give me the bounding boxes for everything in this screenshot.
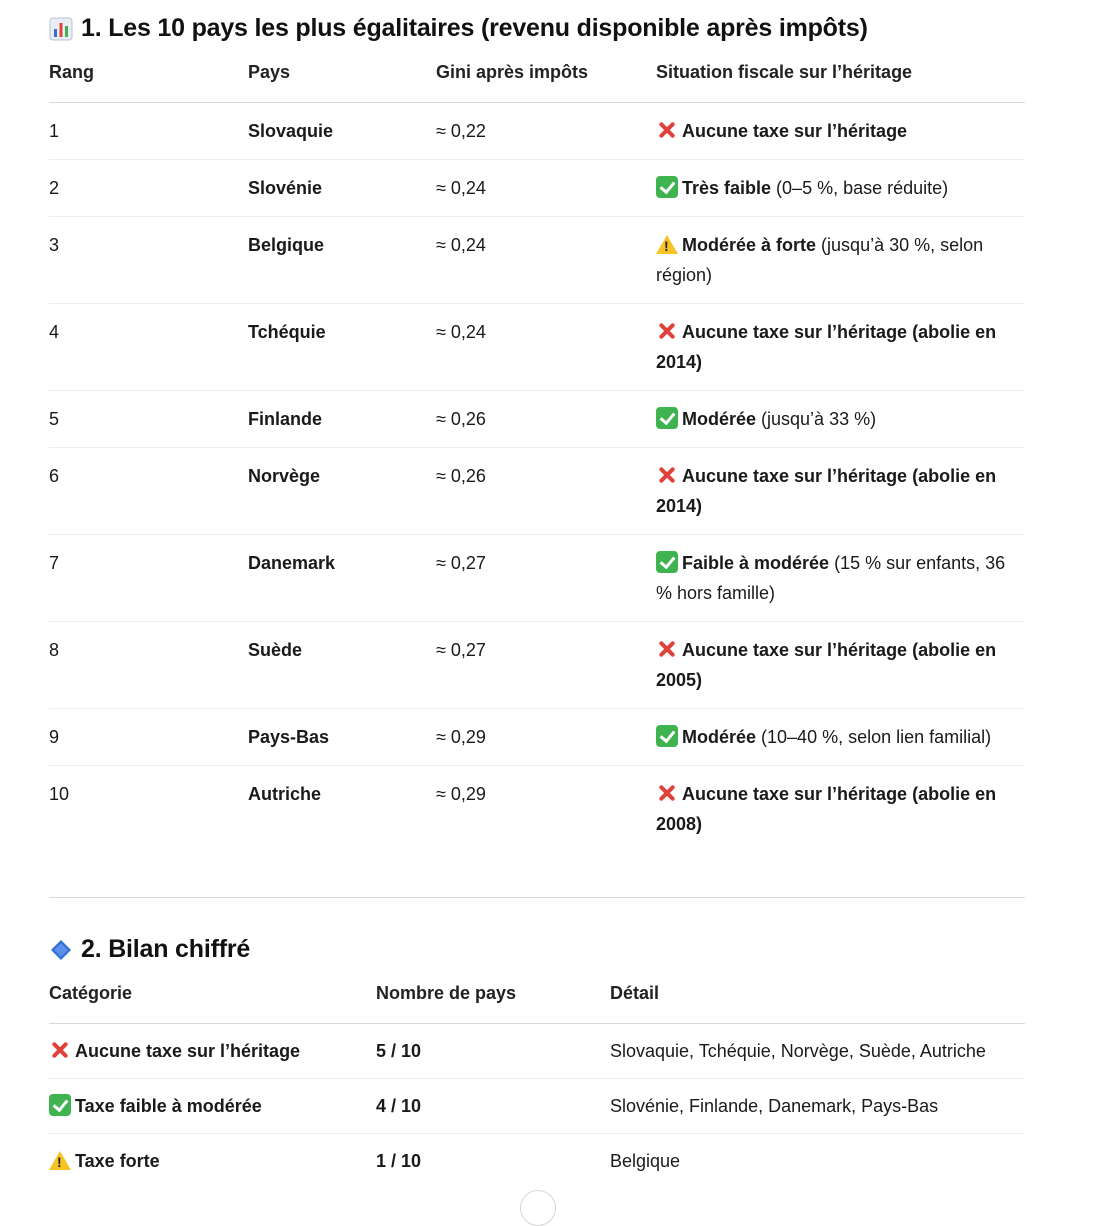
gini-cell: ≈ 0,27: [436, 640, 486, 660]
status-label: Aucune taxe sur l’héritage (abolie en 2014): [656, 322, 997, 372]
inheritance-status-cell: [656, 391, 1025, 448]
country-cell: Autriche: [248, 784, 322, 804]
cross-icon: [656, 119, 678, 141]
inheritance-status-cell: [656, 160, 1025, 217]
cross-icon: [49, 1039, 71, 1061]
status-label: Modérée: [682, 727, 757, 747]
warning-icon: [656, 235, 678, 255]
table-row: [49, 160, 1025, 217]
status-label: Aucune taxe sur l’héritage: [682, 121, 908, 141]
header-country: Pays: [248, 58, 436, 103]
summary-table: [49, 979, 1025, 1188]
detail-cell: Slovaquie, Tchéquie, Norvège, Suède, Autriche: [610, 1041, 986, 1061]
gini-cell: ≈ 0,26: [436, 409, 486, 429]
cross-icon: [656, 638, 678, 660]
status-label: Faible à modérée: [682, 553, 830, 573]
category-cell: [49, 1024, 376, 1079]
check-icon: [656, 176, 678, 198]
table-row: [49, 622, 1025, 709]
country-cell: Finlande: [248, 409, 323, 429]
rank-cell: 6: [49, 466, 60, 486]
table-row: [49, 304, 1025, 391]
gini-cell: ≈ 0,29: [436, 784, 486, 804]
count-cell: 5 / 10: [376, 1041, 422, 1061]
rank-cell: 8: [49, 640, 60, 660]
scroll-down-button[interactable]: [520, 1190, 556, 1226]
rank-cell: 4: [49, 322, 60, 342]
inheritance-status-cell: [656, 103, 1025, 160]
table-row: [49, 391, 1025, 448]
category-cell: [49, 1134, 376, 1189]
inheritance-status-cell: [656, 304, 1025, 391]
status-label: Modérée: [682, 409, 757, 429]
section-divider: [49, 897, 1025, 898]
section2-title-text: 2. Bilan chiffré: [81, 935, 251, 963]
gini-cell: ≈ 0,24: [436, 235, 486, 255]
count-cell: 4 / 10: [376, 1096, 422, 1116]
cross-icon: [656, 320, 678, 342]
bar-chart-icon: [49, 17, 73, 41]
table-row: [49, 709, 1025, 766]
status-label: Aucune taxe sur l’héritage (abolie en 2005): [656, 640, 997, 690]
inheritance-status-cell: [656, 622, 1025, 709]
cross-icon: [656, 464, 678, 486]
status-detail: (0–5 %, base réduite): [771, 178, 949, 198]
header-category: Catégorie: [49, 979, 376, 1024]
warning-icon: [49, 1151, 71, 1171]
status-detail: (jusqu’à 30 %, selon région): [656, 235, 984, 285]
inheritance-status-cell: [656, 217, 1025, 304]
table-row: [49, 448, 1025, 535]
gini-cell: ≈ 0,22: [436, 121, 486, 141]
header-count: Nombre de pays: [376, 979, 610, 1024]
inheritance-status-cell: [656, 535, 1025, 622]
check-icon: [656, 551, 678, 573]
table-row: [49, 535, 1025, 622]
blue-diamond-icon: [49, 938, 73, 962]
gini-cell: ≈ 0,26: [436, 466, 486, 486]
rank-cell: 2: [49, 178, 60, 198]
status-label: Modérée à forte: [682, 235, 817, 255]
section1-title-text: 1. Les 10 pays les plus égalitaires (revenu disponible après impôts): [81, 14, 868, 42]
status-detail: (15 % sur enfants, 36 % hors famille): [656, 553, 1006, 603]
cross-icon: [656, 782, 678, 804]
country-cell: Pays-Bas: [248, 727, 330, 747]
category-cell: [49, 1079, 376, 1134]
table-row: [49, 217, 1025, 304]
table-row: [49, 103, 1025, 160]
count-cell: 1 / 10: [376, 1151, 422, 1171]
equality-table: [49, 58, 1025, 852]
header-rank: Rang: [49, 58, 248, 103]
rank-cell: 7: [49, 553, 60, 573]
status-label: Très faible: [682, 178, 772, 198]
table-row: [49, 766, 1025, 853]
status-label: Aucune taxe sur l’héritage (abolie en 2014): [656, 466, 997, 516]
table-row: [49, 1024, 1025, 1079]
country-cell: Slovénie: [248, 178, 323, 198]
rank-cell: 5: [49, 409, 60, 429]
header-detail: Détail: [610, 979, 1025, 1024]
header-gini: Gini après impôts: [436, 58, 656, 103]
category-label: Aucune taxe sur l’héritage: [75, 1041, 301, 1061]
header-inheritance: Situation fiscale sur l’héritage: [656, 58, 1025, 103]
gini-cell: ≈ 0,29: [436, 727, 486, 747]
country-cell: Norvège: [248, 466, 321, 486]
status-detail: (jusqu’à 33 %): [756, 409, 877, 429]
rank-cell: 3: [49, 235, 60, 255]
gini-cell: ≈ 0,24: [436, 178, 486, 198]
check-icon: [49, 1094, 71, 1116]
rank-cell: 9: [49, 727, 60, 747]
country-cell: Suède: [248, 640, 303, 660]
table-header-row: [49, 58, 1025, 103]
detail-cell: Slovénie, Finlande, Danemark, Pays-Bas: [610, 1096, 939, 1116]
rank-cell: 10: [49, 784, 70, 804]
check-icon: [656, 725, 678, 747]
detail-cell: Belgique: [610, 1151, 681, 1171]
status-label: Aucune taxe sur l’héritage (abolie en 2008): [656, 784, 997, 834]
table-row: [49, 1079, 1025, 1134]
table-header-row: [49, 979, 1025, 1024]
country-cell: Danemark: [248, 553, 336, 573]
gini-cell: ≈ 0,24: [436, 322, 486, 342]
table-row: [49, 1134, 1025, 1189]
rank-cell: 1: [49, 121, 60, 141]
country-cell: Tchéquie: [248, 322, 326, 342]
category-label: Taxe forte: [75, 1151, 160, 1171]
category-label: Taxe faible à modérée: [75, 1096, 262, 1116]
inheritance-status-cell: [656, 709, 1025, 766]
status-detail: (10–40 %, selon lien familial): [756, 727, 992, 747]
check-icon: [656, 407, 678, 429]
country-cell: Belgique: [248, 235, 325, 255]
gini-cell: ≈ 0,27: [436, 553, 486, 573]
inheritance-status-cell: [656, 448, 1025, 535]
section2-title: [49, 935, 250, 964]
section1-title: [49, 14, 868, 43]
inheritance-status-cell: [656, 766, 1025, 853]
country-cell: Slovaquie: [248, 121, 334, 141]
